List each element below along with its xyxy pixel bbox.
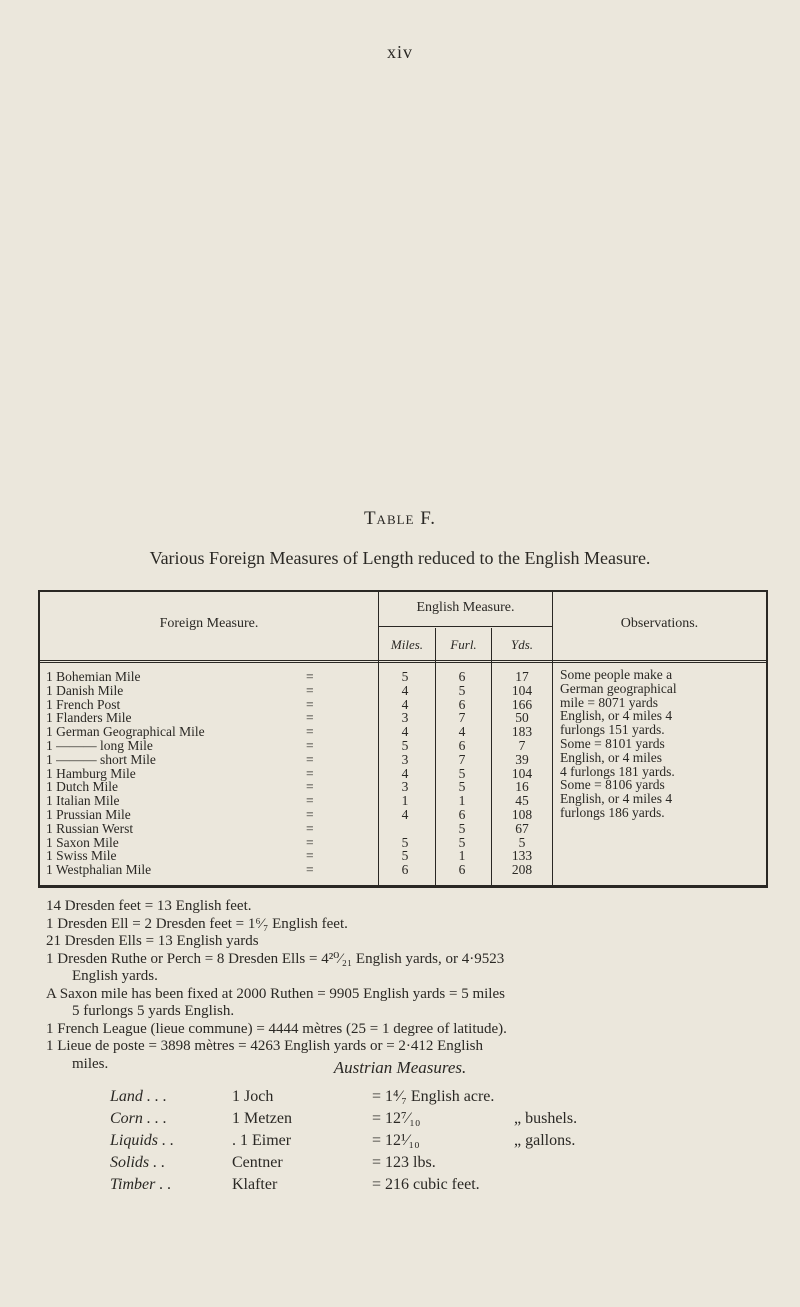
table-row: 1 Prussian Mile = 4 6 108 [46, 807, 533, 822]
austrian-row: Solids . . Centner = 123 lbs. [110, 1154, 436, 1171]
header-english-measure: English Measure. [416, 600, 515, 615]
table-row: 1 Bohemian Mile = 5 6 17 [46, 669, 529, 684]
dresden-and-french-notes: 14 Dresden feet = 13 English feet. 1 Dresden Ell = 2 Dresden feet = 1⁶⁄₇ English feet. 21 Dresden Ells = 13 English yards 1 Dresden Ruthe or Perch = 8 Dresden Ells = 4²⁰⁄₂₁ English yards, or 4·9523 English yards. A Saxon mile has been fixed at 2000 Ruthen = 9905 English yards = 5 miles 5 furlongs 5 yards English. 1 French League (lieue commune) = 4444 mètres (25 = 1 degree of latitude). 1 Lieue de poste = 3898 mètres = 4263 English yards or = 2·412 English miles. [46, 898, 507, 1072]
austrian-row: Corn . . . 1 Metzen = 12⁷⁄₁₀ „ bushels. [110, 1110, 578, 1127]
observations-text: Some people make a German geographical mile = 8071 yards English, or 4 miles 4 furlongs 151 yards. Some = 8101 yards English, or 4 miles 4 furlongs 181 yards. Some = 8106 yards English, or 4 miles 4 furlongs 186 yards. [560, 667, 677, 820]
table-row: 1 Italian Mile = 1 1 45 [46, 793, 529, 809]
table-row: 1 Danish Mile = 4 5 104 [46, 682, 533, 698]
table-row: 1 Flanders Mile = 3 7 50 [46, 710, 529, 726]
header-miles: Miles. [390, 637, 424, 652]
header-yards: Yds. [510, 637, 534, 652]
table-row: 1 ——— short Mile = 3 7 39 [46, 751, 529, 767]
austrian-row: Liquids . . . 1 Eimer = 12¹⁄₁₀ „ gallons. [110, 1132, 576, 1149]
austrian-row: Timber . . Klafter = 216 cubic feet. [110, 1176, 480, 1193]
page-number: xiv [386, 42, 413, 62]
header-furlongs: Furl. [450, 637, 477, 652]
header-foreign-measure: Foreign Measure. [159, 616, 259, 631]
header-observations: Observations. [620, 616, 699, 631]
austrian-measures-title: Austrian Measures. [333, 1058, 467, 1077]
austrian-row: Land . . . 1 Joch = 1⁴⁄₇ English acre. [110, 1088, 495, 1105]
table-row: 1 Westphalian Mile = 6 6 208 [46, 862, 533, 878]
table-row: 1 French Post = 4 6 166 [46, 696, 533, 712]
table-row: 1 German Geographical Mile = 4 4 183 [46, 724, 533, 740]
table-title: Table F. [363, 508, 437, 529]
table-row: 1 Dutch Mile = 3 5 16 [46, 779, 529, 795]
table-row: 1 Hamburg Mile = 4 5 104 [46, 765, 533, 781]
table-row: 1 Swiss Mile = 5 1 133 [46, 848, 533, 864]
table-row: 1 ——— long Mile = 5 6 7 [46, 738, 526, 753]
table-row: 1 Saxon Mile = 5 5 5 [46, 834, 526, 850]
table-subtitle: Various Foreign Measures of Length reduced to the English Measure. [149, 548, 651, 568]
table-row: 1 Russian Werst = 5 67 [46, 820, 529, 836]
